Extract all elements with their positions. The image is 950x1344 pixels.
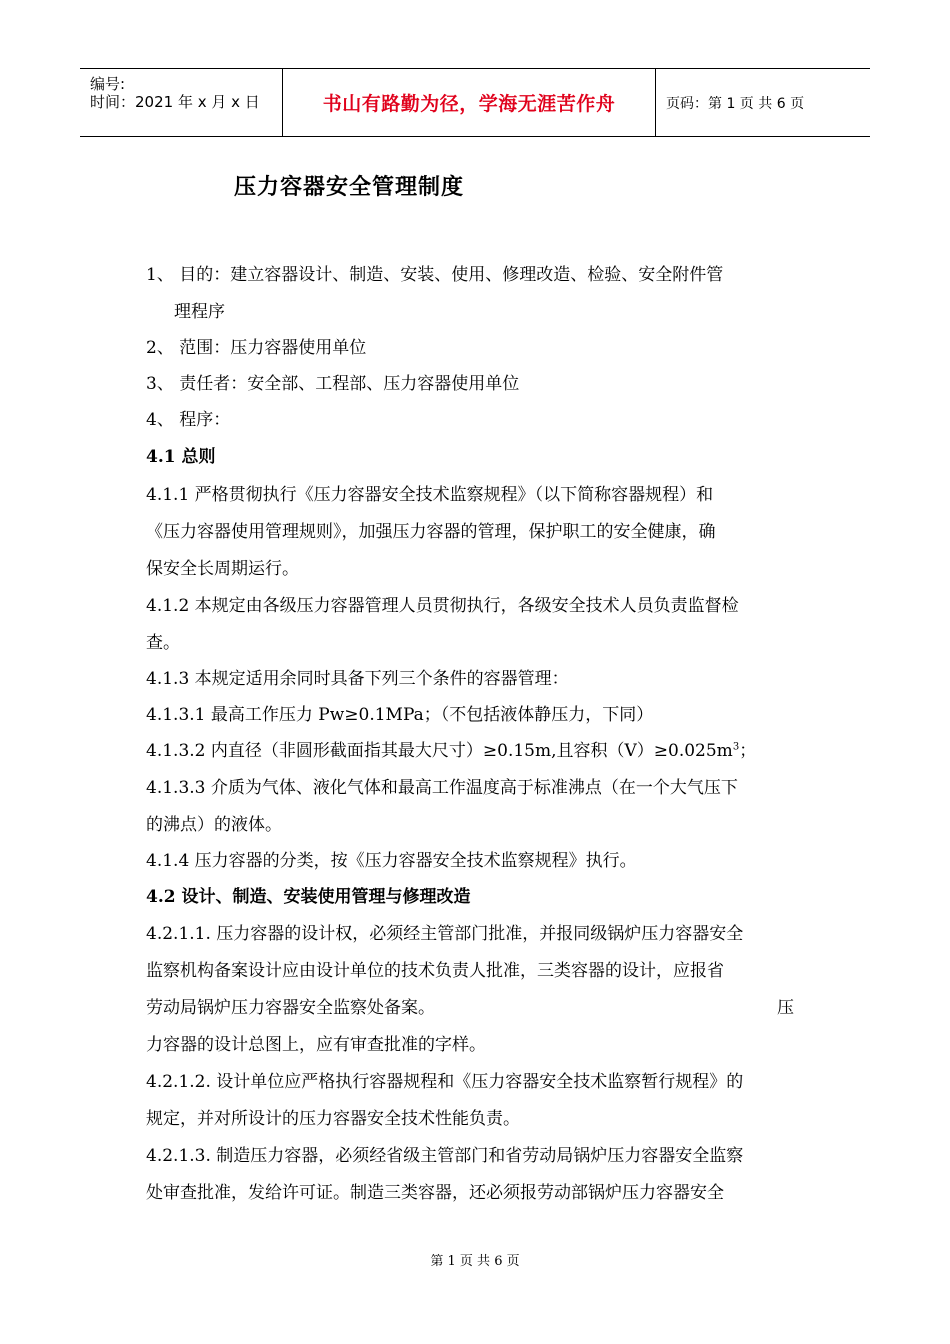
section-heading: 4.1 总则	[146, 447, 216, 467]
document-date-label: 时间：2021 年 x 月 x 日	[90, 93, 260, 111]
body-line: 理程序	[174, 302, 225, 322]
header-motto: 书山有路勤为径，学海无涯苦作舟	[322, 93, 616, 115]
body-line: 力容器的设计总图上，应有审查批准的字样。	[146, 1035, 486, 1055]
body-line: 4.1.2 本规定由各级压力容器管理人员贯彻执行，各级安全技术人员负责监督检	[146, 596, 739, 616]
body-line-text: 4.1.3.2 内直径（非圆形截面指其最大尺寸）≥0.15m,且容积（V）≥0.025m	[146, 741, 733, 761]
header-page-info: 页码：第 1 页 共 6 页	[666, 95, 805, 112]
body-line: 劳动局锅炉压力容器安全监察处备案。	[146, 998, 435, 1018]
body-line: 保安全长周期运行。	[146, 559, 299, 579]
body-line: 处审查批准，发给许可证。制造三类容器，还必须报劳动部锅炉压力容器安全	[146, 1183, 724, 1203]
body-line-fragment: 压	[777, 998, 794, 1018]
body-line: 4.1.4 压力容器的分类，按《压力容器安全技术监察规程》执行。	[146, 851, 637, 871]
document-number-label: 编号:	[90, 75, 126, 93]
header-page-cell	[656, 69, 870, 136]
body-line: 4.2.1.2. 设计单位应严格执行容器规程和《压力容器安全技术监察暂行规程》的	[146, 1072, 744, 1092]
body-line: 1、 目的：建立容器设计、制造、安装、使用、修理改造、检验、安全附件管	[146, 265, 724, 285]
body-line: 4.2.1.3. 制造压力容器，必须经省级主管部门和省劳动局锅炉压力容器安全监察	[146, 1146, 744, 1166]
body-line: 的沸点）的液体。	[146, 815, 282, 835]
header-table	[80, 68, 870, 137]
body-line: 监察机构备案设计应由设计单位的技术负责人批准，三类容器的设计，应报省	[146, 961, 724, 981]
header-motto-cell	[283, 69, 656, 136]
body-line: 规定，并对所设计的压力容器安全技术性能负责。	[146, 1109, 520, 1129]
body-line: 2、 范围：压力容器使用单位	[146, 338, 367, 358]
body-line: 4、 程序：	[146, 410, 231, 430]
document-title: 压力容器安全管理制度	[234, 175, 465, 200]
body-line: 查。	[146, 633, 180, 653]
body-line: 4.1.3 本规定适用余同时具备下列三个条件的容器管理：	[146, 669, 569, 689]
body-line: 4.2.1.1. 压力容器的设计权，必须经主管部门批准，并报同级锅炉压力容器安全	[146, 924, 744, 944]
header-meta-cell	[80, 69, 283, 136]
body-line: 3、 责任者：安全部、工程部、压力容器使用单位	[146, 374, 520, 394]
section-heading: 4.2 设计、制造、安装使用管理与修理改造	[146, 887, 471, 907]
page-footer: 第 1 页 共 6 页	[430, 1254, 520, 1269]
body-line-tail: ；	[739, 741, 757, 761]
body-line-with-superscript	[146, 736, 756, 761]
body-line: 4.1.3.1 最高工作压力 Pw≥0.1MPa；（不包括液体静压力，下同）	[146, 705, 654, 725]
superscript-exponent: 3	[732, 741, 740, 753]
body-line: 4.1.3.3 介质为气体、液化气体和最高工作温度高于标准沸点（在一个大气压下	[146, 778, 738, 798]
body-line: 《压力容器使用管理规则》，加强压力容器的管理，保护职工的安全健康，确	[146, 522, 716, 542]
body-line: 4.1.1 严格贯彻执行《压力容器安全技术监察规程》（以下简称容器规程）和	[146, 485, 714, 505]
